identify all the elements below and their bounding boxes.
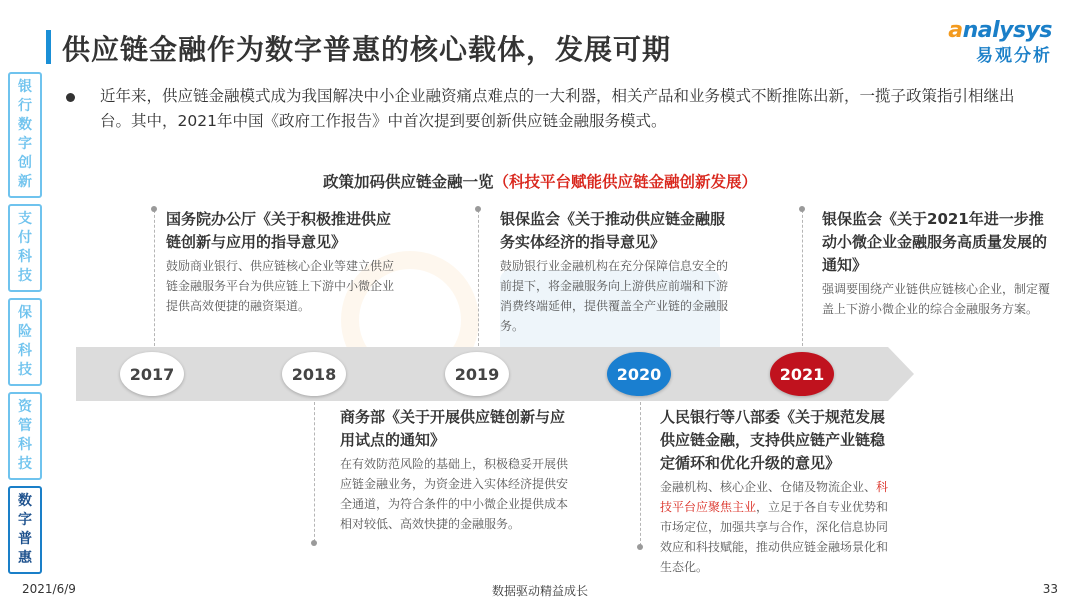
intro-text: 近年来，供应链金融模式成为我国解决中小企业融资痛点难点的一大利器，相关产品和业务模式不断推陈出新，一揽子政策指引相继出台。其中，2021年中国《政府工作报告》中首次提到要创新供应链金融服务模式。: [100, 87, 1015, 130]
policy-body: 金融机构、核心企业、仓储及物流企业、科技平台应聚焦主业，立足于各自专业优势和市场定位，加强共享与合作，深化信息协同效应和科技赋能，推动供应链金融场景化和生态化。: [660, 480, 889, 574]
sidebar-item-digital-inclusion[interactable]: [8, 486, 42, 574]
policy-title: 人民银行等八部委《关于规范发展供应链金融，支持供应链产业链稳定循环和优化升级的意见》: [660, 408, 886, 472]
sidebar-item-insurance-tech[interactable]: [8, 298, 42, 386]
sidebar-item-char: 银: [18, 79, 32, 95]
section-sidebar: [8, 72, 44, 580]
sidebar-item-char: 惠: [18, 550, 32, 566]
sidebar-item-char: 字: [18, 512, 32, 528]
connector-dot-2020: [637, 544, 643, 550]
sidebar-item-payment-tech[interactable]: [8, 204, 42, 292]
connector-2021: [802, 210, 803, 346]
connector-dot-2017: [151, 206, 157, 212]
page-title: 供应链金融作为数字普惠的核心载体，发展可期: [62, 33, 672, 66]
timeline-heading-highlight: （科技平台赋能供应链金融创新发展）: [493, 173, 758, 191]
year-2020: 2020: [607, 352, 671, 396]
policy-body: 鼓励银行业金融机构在充分保障信息安全的前提下，将金融服务向上游供应前端和下游消费终端延伸，提供覆盖全产业链的金融服务。: [500, 259, 729, 333]
policy-body: 鼓励商业银行、供应链核心企业等建立供应链金融服务平台为供应链上下游中小微企业提供高效便捷的融资渠道。: [166, 259, 395, 313]
sidebar-item-asset-management-tech[interactable]: [8, 392, 42, 480]
analysys-logo: [948, 18, 1052, 66]
footer-date: 2021/6/9: [22, 582, 76, 596]
intro-bullet: [66, 84, 1026, 134]
connector-2018: [314, 402, 315, 542]
policy-body-highlight: 科技平台应聚焦主业: [660, 480, 889, 514]
sidebar-item-char: 新: [18, 174, 32, 190]
policy-title: 商务部《关于开展供应链创新与应用试点的通知》: [340, 408, 566, 449]
year-2019: 2019: [445, 352, 509, 396]
policy-title: 银保监会《关于推动供应链金融服务实体经济的指导意见》: [500, 210, 726, 251]
policy-card-2021: [822, 208, 1058, 319]
policy-body: 在有效防范风险的基础上，积极稳妥开展供应链金融业务，为资金进入实体经济提供安全通道，为符合条件的中小微企业提供成本相对较低、高效快捷的金融服务。: [340, 457, 569, 531]
page-number: 33: [1042, 582, 1058, 596]
footer-slogan: 数据驱动精益成长: [491, 584, 588, 598]
policy-card-2017: [166, 208, 400, 316]
connector-2020: [640, 402, 641, 546]
sidebar-item-char: 付: [18, 230, 32, 246]
policy-title: 银保监会《关于2021年进一步推动小微企业金融服务高质量发展的通知》: [822, 210, 1048, 274]
connector-dot-2018: [311, 540, 317, 546]
year-2021: 2021: [770, 352, 834, 396]
year-2017: 2017: [120, 352, 184, 396]
connector-dot-2019: [475, 206, 481, 212]
policy-body: 强调要围绕产业链供应链核心企业，制定覆盖上下游小微企业的综合金融服务方案。: [822, 282, 1051, 316]
sidebar-item-char: 技: [18, 268, 32, 284]
sidebar-item-char: 普: [18, 531, 32, 547]
sidebar-item-char: 数: [18, 493, 32, 509]
sidebar-item-char: 科: [18, 437, 32, 453]
sidebar-item-char: 字: [18, 136, 32, 152]
policy-card-2019: [500, 208, 730, 336]
sidebar-item-char: 创: [18, 155, 32, 171]
connector-2017: [154, 210, 155, 346]
sidebar-item-char: 支: [18, 211, 32, 227]
sidebar-item-char: 科: [18, 343, 32, 359]
sidebar-item-char: 保: [18, 305, 32, 321]
sidebar-item-char: 资: [18, 399, 32, 415]
policy-card-2018: [340, 406, 572, 534]
logo-chinese-name: 易观分析: [976, 46, 1052, 66]
sidebar-item-char: 数: [18, 117, 32, 133]
sidebar-item-char: 技: [18, 456, 32, 472]
bullet-dot-icon: [66, 93, 75, 102]
logo-wordmark: analysys: [948, 18, 1052, 43]
sidebar-item-char: 管: [18, 418, 32, 434]
year-2018: 2018: [282, 352, 346, 396]
sidebar-item-char: 行: [18, 98, 32, 114]
sidebar-item-char: 险: [18, 324, 32, 340]
policy-title: 国务院办公厅《关于积极推进供应链创新与应用的指导意见》: [166, 210, 392, 251]
connector-2019: [478, 210, 479, 346]
policy-card-2020: [660, 406, 898, 577]
sidebar-item-char: 技: [18, 362, 32, 378]
timeline-heading: 政策加码供应链金融一览（科技平台赋能供应链金融创新发展）: [322, 173, 758, 191]
sidebar-item-char: 科: [18, 249, 32, 265]
connector-dot-2021: [799, 206, 805, 212]
title-accent-bar: [46, 30, 51, 64]
